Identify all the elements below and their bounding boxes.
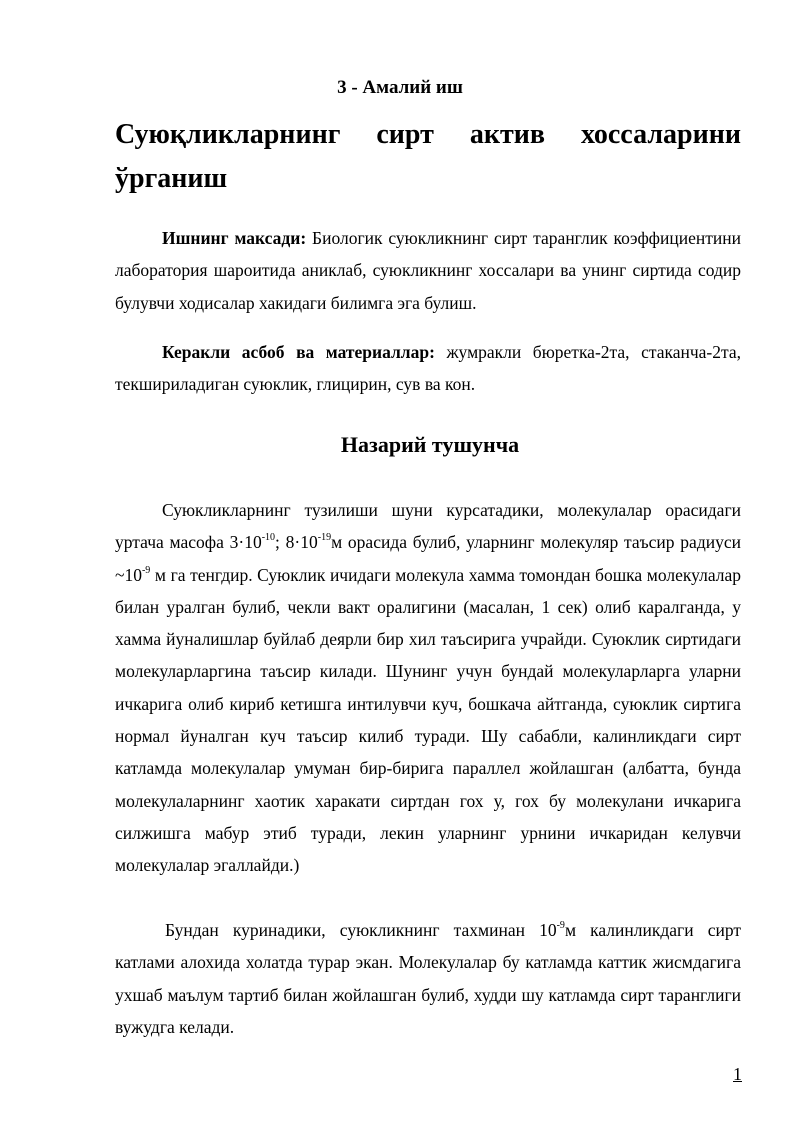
superscript: -19: [317, 532, 332, 544]
theory-text: Бундан куринадики, суюкликнинг тахминан 10: [165, 920, 557, 940]
goal-paragraph: [115, 222, 741, 319]
superscript: -9: [141, 564, 151, 576]
materials-paragraph: [115, 336, 741, 401]
superscript: -9: [556, 920, 565, 931]
document-title: Суюқликларнинг сирт актив хоссаларини ўрганиш: [115, 119, 741, 194]
materials-label: Керакли асбоб ва материаллар:: [162, 342, 435, 362]
superscript: -10: [261, 532, 276, 544]
lab-number: 3 - Амалий иш: [337, 77, 463, 98]
theory-text: м орасида булиб, уларнинг молекуляр таъсир радиуси ~10: [115, 532, 741, 585]
page-number: 1: [733, 1064, 742, 1084]
theory-text: ; 8·10: [275, 532, 318, 553]
section-heading: Назарий тушунча: [340, 432, 520, 457]
theory-text: м калинликдаги сирт катлами алохида холатда турар экан. Молекулалар бу катламда каттик жисмдагига ухшаб маълум тартиб билан жойлашган булиб, худди шу катламда сирт таранглиги вужудга келади.: [115, 920, 741, 1037]
materials-text: жумракли бюретка-2та, стаканча-2та, текшириладиган суюклик, глицирин, сув ва кон.: [115, 342, 741, 395]
theory-paragraph-2: [115, 914, 741, 1043]
theory-text: Суюкликларнинг тузилиши шуни курсатадики, молекулалар орасидаги уртача масофа 3·10: [115, 500, 741, 553]
goal-label: Ишнинг максади:: [162, 228, 307, 248]
theory-text: м га тенгдир. Суюклик ичидаги молекула хамма томондан бошка молекулалар билан уралган булиб, чекли вакт оралигини (масалан, 1 сек) олиб каралганда, у хамма йуналишлар буйлаб деярли бир хил таъсирига учрайди. Суюклик сиртидаги молекуларларгина таъсир килади. Шунинг учун бундай молекуларларга уларни ичкарига олиб кириб кетишга интилувчи куч, бошкача айтганда, суюклик сиртига нормал йуналган куч таъсир килиб туради. Шу сабабли, калинликдаги сирт катламда молекулалар умуман бир-бирига параллел жойлашган (албатта, бунда молекулаларнинг хаотик харакати сиртдан гох у, гох бу молекулани ичкарига силжишга мабур этиб туради, лекин уларнинг урнини ичкаридан келувчи молекулалар эгаллайди.): [115, 564, 741, 876]
theory-paragraph-1: [115, 494, 741, 882]
goal-text: Биологик суюкликнинг сирт таранглик коэффициентини лаборатория шароитида аниклаб, суюкликнинг хоссалари ва унинг сиртида содир булувчи ходисалар хакидаги билимга эга булиш.: [115, 228, 741, 313]
